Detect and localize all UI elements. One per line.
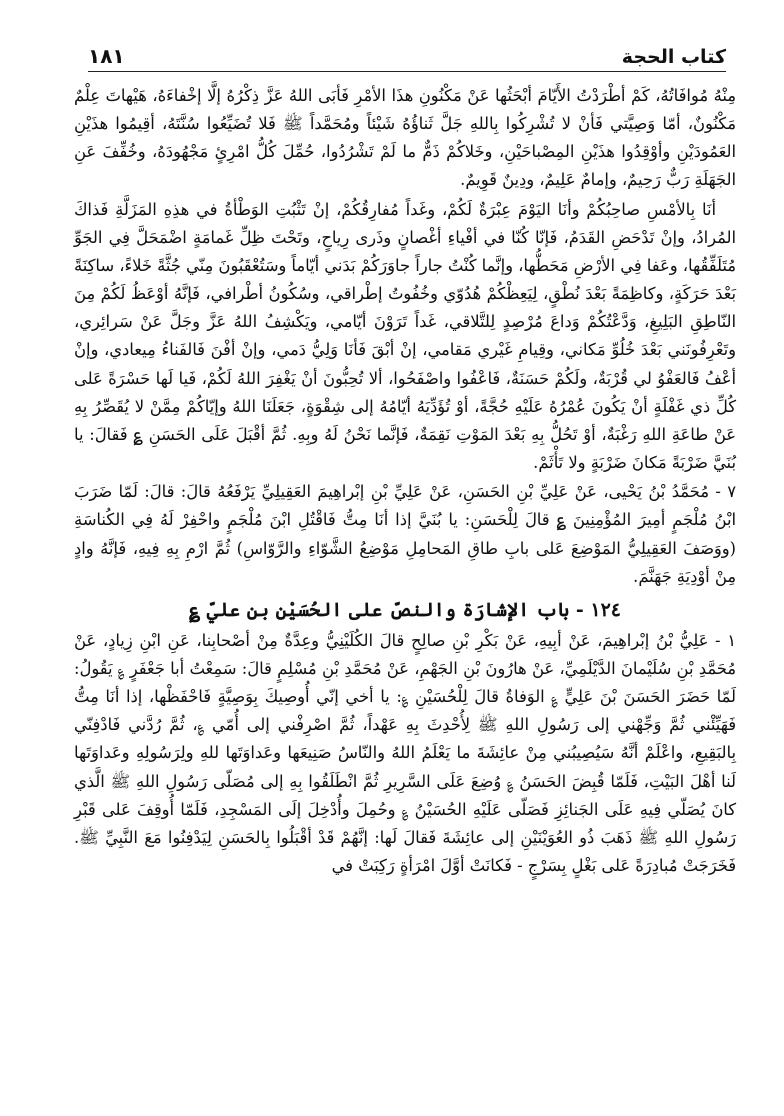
section-heading-text: ١٢٤ - باب الإشارَة والنصّ على الحُسَيْن بن عليّ ؏ [188, 598, 622, 621]
paragraph-hadith-7: ٧ - مُحَمَّدُ بْنُ يَحْيى، عَنْ عَلِيِّ بْنِ الحَسَنِ، عَنْ عَلِيِّ بْنِ إبْراهِيمَ العَقِيلِيِّ يَرْفَعُهُ قالَ: قالَ: لَمّا ضَرَبَ ابْنُ مُلْجَمٍ أمِيرَ المُؤْمِنِينَ ؏ قالَ لِلْحَسَنِ: يا بُنَيَّ إذا أنَا مِتُّ فَاقْتُلِ ابْنَ مُلْجَمٍ واحْفِرْ لَهُ فِي الكُناسَةِ (ووَصَفَ العَقِيلِيُّ المَوْضِعَ عَلى بابِ طاقِ المَحامِلِ مَوْضِعُ الشَّوّاءِ والرَّوّاسِ) ثُمَّ ارْمِ بِهِ فِيهِ، فَإنَّهُ وادٍ مِنْ أوْدِيَةِ جَهَنَّمَ. [74, 482, 736, 586]
paragraph-sermon-continuation: مِنْهُ مُوافَاتُهُ، كَمْ أطْرَدْتُ الأَيّامَ أبْحَثُها عَنْ مَكْنُونِ هذَا الأمْرِ فَأبَى اللهُ عَزَّ ذِكْرُهُ إلَّا إخْفاءَهُ، هَيْهاتَ عِلْمٌ مَكْنُونٌ، أمّا وَصِيَّتي فَأنْ لا تُشْرِكُوا بِاللهِ جَلَّ ثَناؤُهُ شَيْئاً ومُحَمَّداً ﷺ فَلا تُضَيِّعُوا سُنَّتَهُ، أقِيمُوا هذَيْنِ العَمُودَيْنِ وأوْقِدُوا هذَيْنِ المِصْباحَيْنِ، وخَلاكُمْ ذَمٌّ ما لَمْ تَشْرُدُوا، حُمِّلَ كُلُّ امْرِئٍ مَجْهُودَهُ، وخُفِّفَ عَنِ الجَهَلَةِ رَبٌّ رَحِيمٌ، وإمامٌ عَلِيمٌ، ودِينٌ قَوِيمٌ. [74, 86, 736, 190]
book-title: كتاب الحجة [621, 46, 726, 68]
paragraph-farewell-address: أنَا بِالأمْسِ صاحِبُكُمْ وأنَا اليَوْمَ عِبْرَةٌ لَكُمْ، وغَداً مُفارِقُكُمْ، إنْ تَثْبُتِ الوَطْأةُ في هذِهِ المَزَلَّةِ فَذاكَ المُرادُ، وإنْ تَدْحَضِ القَدَمُ، فَإنّا كُنّا في أفْياءِ أغْصانٍ وذَرى رِياحٍ، وتَحْتَ ظِلِّ غَمامَةٍ اضْمَحَلَّ فِي الجَوِّ مُتَلَفِّقُها، وعَفا فِي الأرْضِ مَحَطُّها، وإنَّما كُنْتُ جاراً جاوَرَكُمْ بَدَني أيّاماً وسَتُعْقَبُونَ مِنّي جُثَّةً خَلاءً، ساكِنَةً بَعْدَ حَرَكَةٍ، وكاظِمَةً بَعْدَ نُطْقٍ، لِيَعِظْكُمْ هُدُوّي وخُفُوتُ إطْراقي، وسُكُونُ أطْرافي، فَإنَّهُ أوْعَظُ لَكُمْ مِنَ النّاطِقِ البَلِيغِ، وَدَّعْتُكُمْ وَداعَ مُرْصِدٍ لِلتَّلاقي، غَداً تَرَوْنَ أيّامي، ويَكْشِفُ اللهُ عَزَّ وجَلَّ عَنْ سَرائِري، وتَعْرِفُونَني بَعْدَ خُلُوِّ مَكاني، وقِيامِ غَيْري مَقامي، إنْ أبْقَ فَأنَا وَلِيُّ دَمي، وإنْ أفْنَ فَالفَناءُ مِيعادي، وإنْ أعْفُ فَالعَفْوُ لي قُرْبَةٌ، ولَكُمْ حَسَنَةٌ، فَاعْفُوا واصْفَحُوا، ألا تُحِبُّونَ أنْ يَغْفِرَ اللهُ لَكُمْ، فَيا لَها حَسْرَةً عَلى كُلِّ ذي غَفْلَةٍ أنْ يَكُونَ عُمْرُهُ عَلَيْهِ حُجَّةً، أوْ تُؤَدِّيَهُ أيّامُهُ إلى شِقْوَةٍ، جَعَلَنَا اللهُ وإيّاكُمْ مِمَّنْ لا يُقَصِّرُ بِهِ عَنْ طاعَةِ اللهِ رَغْبَةٌ، أوْ تَحُلُّ بِهِ بَعْدَ المَوْتِ نَقِمَةٌ، فَإنَّما نَحْنُ لَهُ وبِهِ. ثُمَّ أقْبَلَ عَلَى الحَسَنِ ؏ فَقالَ: يا بُنَيَّ ضَرْبَةً مَكانَ ضَرْبَةٍ ولا تَأْثَمْ. [74, 199, 736, 473]
page-header [88, 40, 726, 72]
page-body [74, 82, 736, 1116]
section-heading [74, 599, 736, 621]
page-number: ١٨١ [88, 44, 125, 68]
paragraph-hadith-1: ١ - عَلِيُّ بْنُ إبْراهِيمَ، عَنْ أبِيهِ، عَنْ بَكْرِ بْنِ صالِحٍ قالَ الكُلَيْنِيُّ وعِدَّةٌ مِنْ أصْحابِنا، عَنِ ابْنِ زِيادٍ، عَنْ مُحَمَّدِ بْنِ سُلَيْمانَ الدَّيْلَمِيِّ، عَنْ هارُونَ بْنِ الجَهْمِ، عَنْ مُحَمَّدِ بْنِ مُسْلِمٍ قالَ: سَمِعْتُ أبا جَعْفَرٍ ؏ يَقُولُ: لَمّا حَضَرَ الحَسَنَ بْنَ عَلِيٍّ ؏ الوَفاةُ قالَ لِلْحُسَيْنِ ؏: يا أخي إنّي أُوصِيكَ بِوَصِيَّةٍ فَاحْفَظْها، إذا أنَا مِتُّ فَهَيِّئْني ثُمَّ وَجِّهْني إلى رَسُولِ اللهِ ﷺ لِأُحْدِثَ بِهِ عَهْداً، ثُمَّ اصْرِفْني إلى أُمّي ؏، ثُمَّ رُدَّني فَادْفِنّي بِالبَقِيعِ، واعْلَمْ أنَّهُ سَيُصِيبُني مِنْ عائِشَةَ ما يَعْلَمُ اللهُ والنّاسُ صَنِيعَها وعَداوَتَها للهِ ولِرَسُولِهِ وعَداوَتَها لَنا أهْلَ البَيْتِ، فَلَمّا قُبِضَ الحَسَنُ ؏ وُضِعَ عَلَى السَّرِيرِ ثُمَّ انْطَلَقُوا بِهِ إلى مُصَلّى رَسُولِ اللهِ ﷺ الَّذي كانَ يُصَلّي فِيهِ عَلَى الجَنائِزِ فَصَلّى عَلَيْهِ الحُسَيْنُ ؏ وحُمِلَ وأُدْخِلَ إلَى المَسْجِدِ، فَلَمّا أُوقِفَ عَلى قَبْرِ رَسُولِ اللهِ ﷺ ذَهَبَ ذُو العُوَيْنَيْنِ إلى عائِشَةَ فَقالَ لَها: إنَّهُمْ قَدْ أقْبَلُوا بِالحَسَنِ لِيَدْفِنُوا مَعَ النَّبِيِّ ﷺ. فَخَرَجَتْ مُبادِرَةً عَلى بَغْلٍ بِسَرْجٍ - فَكانَتْ أوَّلَ امْرَأةٍ رَكِبَتْ في [74, 630, 736, 876]
